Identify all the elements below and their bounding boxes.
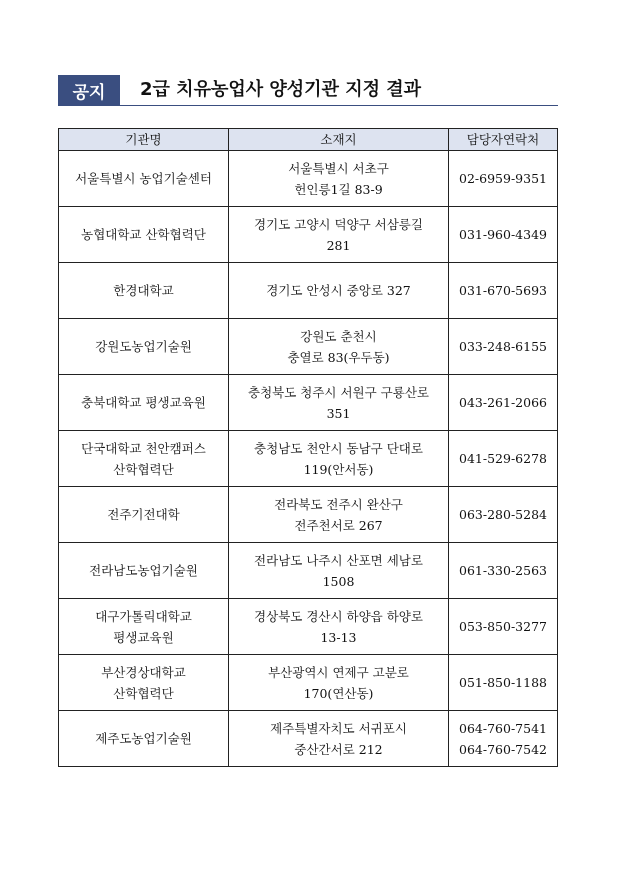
address-line: 전라남도 나주시 산포면 세남로 bbox=[254, 552, 423, 568]
institution-name-line: 서울특별시 농업기술센터 bbox=[75, 171, 212, 186]
address-line: 13-13 bbox=[320, 629, 357, 645]
institution-name-cell bbox=[59, 151, 229, 207]
contact-number: 064-760-7542 bbox=[459, 741, 547, 757]
address-line: 충열로 83(우두동) bbox=[287, 349, 390, 365]
table-row bbox=[59, 599, 558, 655]
column-header-name: 기관명 bbox=[59, 129, 229, 151]
table-row bbox=[59, 319, 558, 375]
address-line: 충청남도 천안시 동남구 단대로 bbox=[254, 440, 423, 456]
contact-number: 053-850-3277 bbox=[459, 619, 547, 634]
institution-name-line: 산학협력단 bbox=[113, 685, 174, 701]
institution-name-line: 부산경상대학교 bbox=[101, 664, 186, 680]
table-row bbox=[59, 655, 558, 711]
institution-name-line: 산학협력단 bbox=[113, 461, 174, 477]
institution-name-cell bbox=[59, 375, 229, 431]
contact-number: 02-6959-9351 bbox=[459, 171, 547, 186]
contact-cell bbox=[449, 375, 558, 431]
institution-name-cell bbox=[59, 263, 229, 319]
address-cell bbox=[229, 655, 449, 711]
contact-number: 031-670-5693 bbox=[459, 283, 547, 298]
address-line: 경상북도 경산시 하양읍 하양로 bbox=[254, 608, 423, 624]
table-row bbox=[59, 207, 558, 263]
address-cell bbox=[229, 375, 449, 431]
contact-cell bbox=[449, 599, 558, 655]
contact-number: 031-960-4349 bbox=[459, 227, 547, 242]
contact-cell bbox=[449, 543, 558, 599]
column-header-address: 소재지 bbox=[229, 129, 449, 151]
institution-name-line: 강원도농업기술원 bbox=[95, 339, 192, 354]
institution-name-line: 단국대학교 천안캠퍼스 bbox=[81, 440, 206, 456]
address-line: 강원도 춘천시 bbox=[300, 328, 377, 344]
table-row bbox=[59, 263, 558, 319]
address-line: 351 bbox=[326, 405, 351, 421]
institution-name-cell bbox=[59, 431, 229, 487]
institution-name-line: 충북대학교 평생교육원 bbox=[81, 395, 206, 410]
address-cell bbox=[229, 319, 449, 375]
address-line: 281 bbox=[326, 237, 351, 253]
table-row bbox=[59, 711, 558, 767]
contact-number: 063-280-5284 bbox=[459, 507, 547, 522]
contact-number: 061-330-2563 bbox=[459, 563, 547, 578]
address-cell bbox=[229, 487, 449, 543]
contact-cell bbox=[449, 487, 558, 543]
table-row bbox=[59, 487, 558, 543]
contact-cell bbox=[449, 207, 558, 263]
contact-cell bbox=[449, 263, 558, 319]
table-row bbox=[59, 151, 558, 207]
institution-name-cell bbox=[59, 207, 229, 263]
address-cell bbox=[229, 711, 449, 767]
contact-number: 064-760-7541 bbox=[459, 720, 547, 736]
table-row bbox=[59, 543, 558, 599]
contact-number: 051-850-1188 bbox=[459, 675, 547, 690]
institution-name-line: 농협대학교 산학협력단 bbox=[81, 227, 206, 242]
institution-name-cell bbox=[59, 487, 229, 543]
address-line: 1508 bbox=[322, 573, 355, 589]
contact-cell bbox=[449, 151, 558, 207]
address-line: 충청북도 청주시 서원구 구룡산로 bbox=[248, 384, 429, 400]
table-row bbox=[59, 431, 558, 487]
header-divider bbox=[58, 105, 558, 106]
column-header-contact: 담당자연락처 bbox=[449, 129, 558, 151]
institution-table bbox=[58, 128, 558, 767]
institution-name-line: 전주기전대학 bbox=[107, 507, 180, 522]
address-line: 119(안서동) bbox=[303, 461, 374, 477]
address-line: 경기도 고양시 덕양구 서삼릉길 bbox=[254, 216, 423, 232]
institution-name-cell bbox=[59, 655, 229, 711]
address-cell bbox=[229, 263, 449, 319]
contact-cell bbox=[449, 319, 558, 375]
address-cell bbox=[229, 207, 449, 263]
address-cell bbox=[229, 599, 449, 655]
contact-number: 041-529-6278 bbox=[459, 451, 547, 466]
contact-cell bbox=[449, 431, 558, 487]
address-line: 부산광역시 연제구 고분로 bbox=[268, 664, 409, 680]
institution-name-cell bbox=[59, 543, 229, 599]
address-cell bbox=[229, 151, 449, 207]
address-line: 전라북도 전주시 완산구 bbox=[274, 496, 403, 512]
institution-name-line: 대구가톨릭대학교 bbox=[95, 608, 192, 624]
institution-name-line: 전라남도농업기술원 bbox=[89, 563, 198, 578]
notice-badge: 공지 bbox=[58, 75, 120, 105]
table-row bbox=[59, 375, 558, 431]
institution-name-line: 평생교육원 bbox=[113, 629, 174, 645]
address-cell bbox=[229, 431, 449, 487]
institution-name-cell bbox=[59, 711, 229, 767]
address-line: 경기도 안성시 중앙로 327 bbox=[266, 283, 411, 298]
institution-name-line: 제주도농업기술원 bbox=[95, 731, 192, 746]
contact-cell bbox=[449, 711, 558, 767]
contact-cell bbox=[449, 655, 558, 711]
address-line: 전주천서로 267 bbox=[294, 517, 383, 533]
address-cell bbox=[229, 543, 449, 599]
address-line: 170(연산동) bbox=[303, 685, 374, 701]
contact-number: 043-261-2066 bbox=[459, 395, 547, 410]
contact-number: 033-248-6155 bbox=[459, 339, 547, 354]
address-line: 서울특별시 서초구 bbox=[288, 160, 389, 176]
notice-header bbox=[58, 75, 558, 107]
institution-name-line: 한경대학교 bbox=[113, 283, 174, 298]
institution-name-cell bbox=[59, 599, 229, 655]
page-title: 2급 치유농업사 양성기관 지정 결과 bbox=[140, 79, 422, 100]
table-header-row bbox=[59, 129, 558, 151]
address-line: 제주특별자치도 서귀포시 bbox=[270, 720, 407, 736]
institution-name-cell bbox=[59, 319, 229, 375]
address-line: 헌인릉1길 83-9 bbox=[294, 181, 383, 197]
address-line: 중산간서로 212 bbox=[294, 741, 383, 757]
